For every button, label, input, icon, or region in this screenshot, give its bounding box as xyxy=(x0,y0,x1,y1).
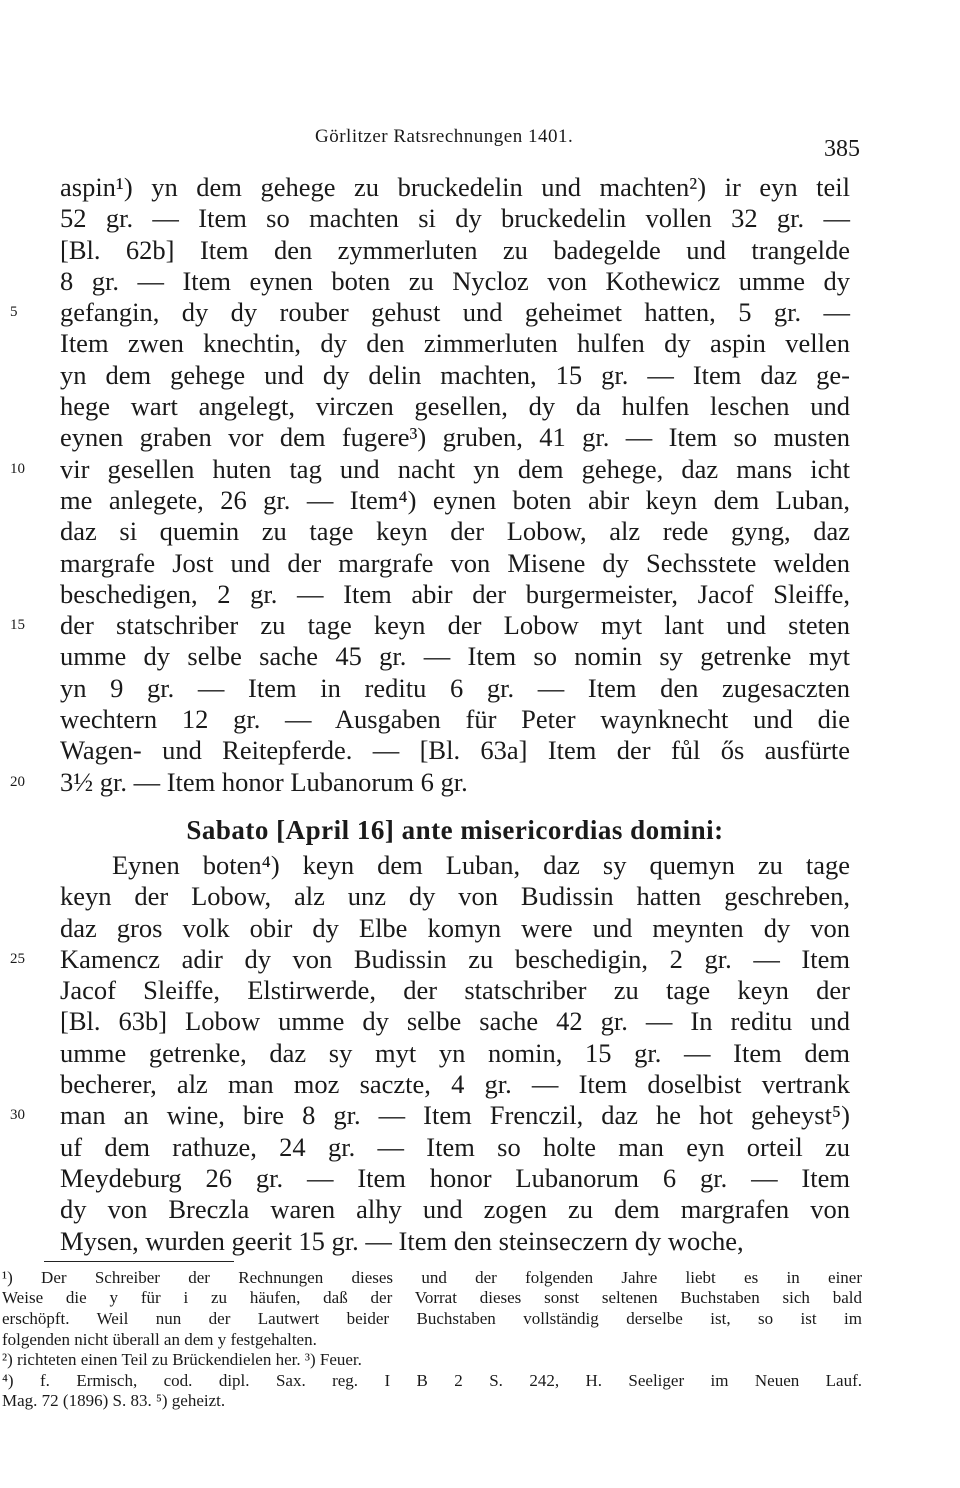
footnote-separator xyxy=(44,1261,234,1262)
text-line xyxy=(60,1226,850,1257)
text-line xyxy=(60,172,850,203)
line-text: yn 9 gr. — Item in reditu 6 gr. — Item den zugesaczten xyxy=(60,672,850,703)
footnote-line: erschöpft. Weil nun der Lautwert beider Buchstaben vollständig derselbe ist, so ist im xyxy=(2,1308,862,1328)
line-text: man an wine, bire 8 gr. — Item Frenczil, daz he hot geheyst⁵) xyxy=(60,1100,850,1131)
line-text: aspin¹) yn dem gehege zu bruckedelin und machten²) ir eyn teil xyxy=(60,172,850,202)
footnote-line: folgenden nicht überall an dem y festgehalten. xyxy=(2,1329,317,1349)
text-line xyxy=(60,673,850,704)
line-text: daz gros volk obir dy Elbe komyn were und meynten dy von xyxy=(60,912,850,943)
text-line xyxy=(60,235,850,266)
line-text: Mysen, wurden geerit 15 gr. — Item den steinseczern dy woche, xyxy=(60,1225,744,1256)
line-text: beschedigen, 2 gr. — Item abir der burgermeister, Jacof Sleiffe, xyxy=(60,578,850,609)
footnote-line: Weise die y für i zu häufen, daß der Vorrat dieses sonst seltenen Buchstaben sich bald xyxy=(2,1288,862,1308)
text-line xyxy=(10,610,850,641)
line-number: 15 xyxy=(10,617,25,634)
text-line xyxy=(10,453,850,485)
paragraph-1 xyxy=(10,172,850,798)
line-number: 30 xyxy=(10,1107,25,1124)
line-text: me anlegete, 26 gr. — Item⁴) eynen boten abir keyn dem Luban, xyxy=(60,484,850,515)
line-text: vir gesellen huten tag und nacht yn dem gehege, daz mans icht xyxy=(60,453,850,484)
line-text: uf dem rathuze, 24 gr. — Item so holte man eyn orteil zu xyxy=(60,1131,850,1162)
line-text: hege wart angelegt, virczen gesellen, dy da hulfen leschen und xyxy=(60,391,850,422)
text-line xyxy=(60,203,850,234)
line-text: [Bl. 63b] Lobow umme dy selbe sache 42 gr. — In reditu und xyxy=(60,1006,850,1037)
footnote-line: Mag. 72 (1896) S. 83. ⁵) geheizt. xyxy=(2,1391,226,1411)
line-text: Jacof Sleiffe, Elstirwerde, der statschriber zu tage keyn der xyxy=(60,975,850,1006)
text-line xyxy=(60,579,850,610)
text-line xyxy=(60,704,850,735)
footnote-line: ⁴) f. Ermisch, cod. dipl. Sax. reg. I B 2 S. 242, H. Seeliger im Neuen Lauf. xyxy=(2,1370,862,1390)
line-text: der statschriber zu tage keyn der Lobow myt lant und steten xyxy=(60,610,850,641)
section-heading: Sabato [April 16] ante misericordias domini: xyxy=(186,814,724,845)
footnote-line: ¹) Der Schreiber der Rechnungen dieses und der folgenden Jahre liebt es in einer xyxy=(2,1267,862,1287)
line-text: dy von Breczla waren alhy und zogen zu dem margrafen von xyxy=(60,1194,850,1225)
text-line xyxy=(60,1069,850,1100)
line-text: Eynen boten⁴) keyn dem Luban, daz sy quemyn zu tage xyxy=(112,849,850,880)
line-text: daz si quemin zu tage keyn der Lobow, alz rede gyng, daz xyxy=(60,516,850,547)
line-text: [Bl. 62b] Item den zymmerluten zu badegelde und trangelde xyxy=(60,234,850,265)
line-text: Meydeburg 26 gr. — Item honor Lubanorum 6 gr. — Item xyxy=(60,1162,850,1193)
text-line xyxy=(60,975,850,1006)
text-line xyxy=(60,1194,850,1225)
text-line xyxy=(60,266,850,297)
line-text: gefangin, dy dy rouber gehust und geheimet hatten, 5 gr. — xyxy=(60,297,850,328)
text-line xyxy=(10,297,850,328)
page-header xyxy=(60,124,860,164)
line-text: Item zwen knechtin, dy den zimmerluten hulfen dy aspin vellen xyxy=(60,328,850,359)
line-text: eynen graben vor dem fugere³) gruben, 41 gr. — Item so musten xyxy=(60,422,850,453)
line-text: umme dy selbe sache 45 gr. — Item so nomin sy getrenke myt xyxy=(60,641,850,672)
line-text: umme getrenke, daz sy myt yn nomin, 15 gr. — Item dem xyxy=(60,1037,850,1068)
line-text: wechtern 12 gr. — Ausgaben für Peter waynknecht und die xyxy=(60,704,850,735)
text-line xyxy=(60,422,850,453)
line-number: 10 xyxy=(10,460,25,477)
text-line xyxy=(60,1038,850,1069)
text-line xyxy=(60,548,850,579)
text-line xyxy=(10,943,850,975)
text-line xyxy=(60,391,850,422)
text-line xyxy=(60,850,850,881)
text-line xyxy=(60,360,850,391)
line-text: 52 gr. — Item so machten si dy bruckedelin vollen 32 gr. — xyxy=(60,203,850,234)
text-line xyxy=(60,1006,850,1037)
line-text: keyn der Lobow, alz unz dy von Budissin hatten geschreben, xyxy=(60,881,850,912)
line-text: Kamencz adir dy von Budissin zu beschedigin, 2 gr. — Item xyxy=(60,943,850,974)
footnote-line: ²) richteten einen Teil zu Brückendielen her. ³) Feuer. xyxy=(2,1350,362,1370)
line-number: 20 xyxy=(10,773,25,790)
text-line xyxy=(60,881,850,912)
text-line xyxy=(60,516,850,547)
page-number: 385 xyxy=(824,136,860,162)
line-text: 3½ gr. — Item honor Lubanorum 6 gr. xyxy=(60,766,468,797)
text-line xyxy=(60,1163,850,1194)
body-text xyxy=(2,172,862,1412)
text-line xyxy=(10,1100,850,1131)
text-line xyxy=(60,913,850,944)
text-line xyxy=(60,328,850,359)
paragraph-2 xyxy=(10,849,850,1257)
text-line xyxy=(60,485,850,516)
line-number: 25 xyxy=(10,950,25,967)
footnotes xyxy=(2,1268,862,1412)
text-line xyxy=(10,766,850,798)
line-text: margrafe Jost und der margrafe von Misene dy Sechsstete welden xyxy=(60,547,850,578)
line-text: yn dem gehege und dy delin machten, 15 gr. — Item daz ge- xyxy=(60,359,850,390)
line-text: 8 gr. — Item eynen boten zu Nycloz von Kothewicz umme dy xyxy=(60,265,850,296)
text-line xyxy=(60,1132,850,1163)
text-line xyxy=(60,641,850,672)
line-number: 5 xyxy=(10,304,18,321)
line-text: becherer, alz man moz saczte, 4 gr. — Item doselbist vertrank xyxy=(60,1069,850,1100)
running-title: Görlitzer Ratsrechnungen 1401. xyxy=(315,126,574,147)
line-text: Wagen- und Reitepferde. — [Bl. 63a] Item der fůl ős ausfürte xyxy=(60,735,850,766)
text-line xyxy=(60,735,850,766)
